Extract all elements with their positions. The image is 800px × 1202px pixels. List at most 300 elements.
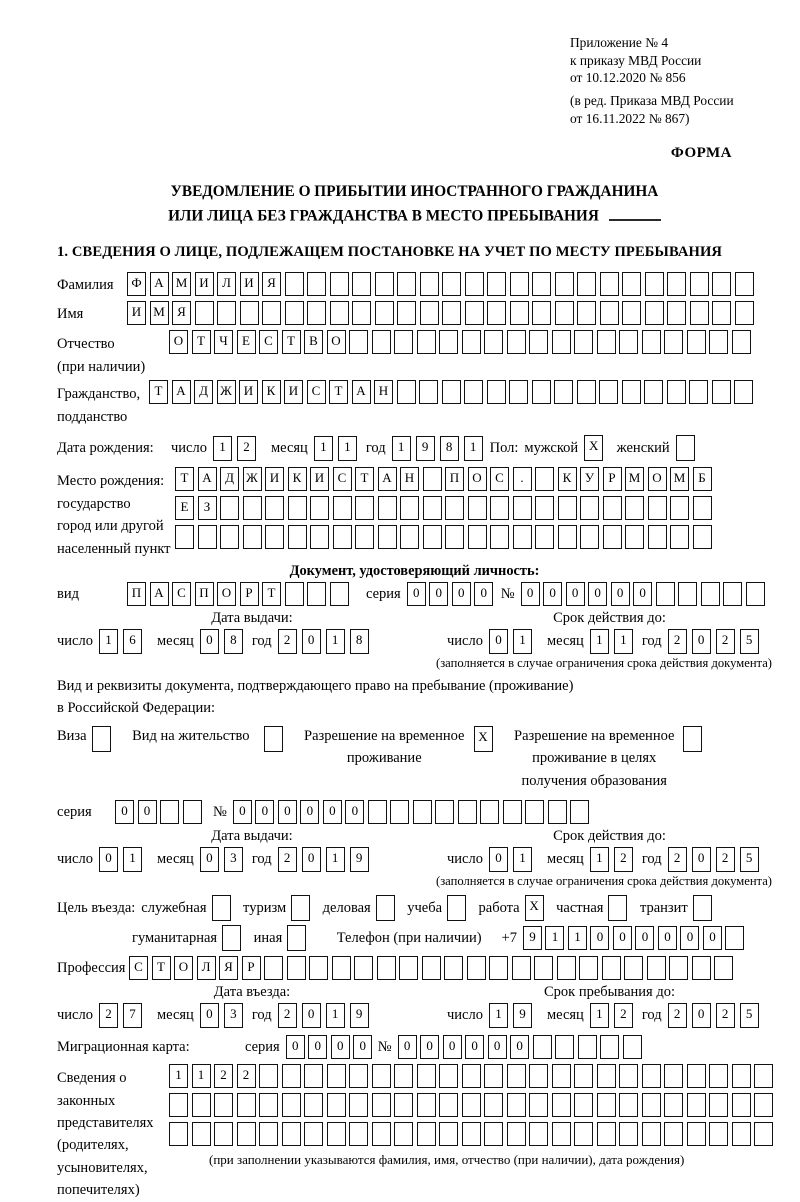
char-box[interactable]: М — [670, 467, 689, 491]
char-box[interactable] — [645, 272, 664, 296]
char-box[interactable] — [445, 496, 464, 520]
char-box[interactable]: 0 — [692, 847, 711, 872]
char-box[interactable] — [484, 1093, 503, 1117]
char-box[interactable] — [420, 272, 439, 296]
char-box[interactable] — [484, 330, 503, 354]
char-box[interactable] — [578, 1035, 597, 1059]
char-box[interactable] — [394, 1093, 413, 1117]
char-box[interactable] — [535, 525, 554, 549]
char-box[interactable] — [487, 380, 506, 404]
char-box[interactable] — [597, 1064, 616, 1088]
char-box[interactable] — [683, 726, 702, 752]
char-box[interactable] — [417, 1093, 436, 1117]
char-box[interactable]: В — [304, 330, 323, 354]
char-box[interactable] — [465, 272, 484, 296]
char-box[interactable]: 1 — [314, 436, 333, 461]
char-box[interactable] — [693, 496, 712, 520]
char-box[interactable]: Е — [175, 496, 194, 520]
char-box[interactable] — [309, 956, 328, 980]
char-box[interactable] — [507, 1122, 526, 1146]
char-box[interactable] — [464, 380, 483, 404]
char-box[interactable]: 1 — [326, 847, 345, 872]
char-box[interactable] — [287, 925, 306, 951]
char-box[interactable] — [648, 496, 667, 520]
char-box[interactable]: А — [150, 582, 169, 606]
char-box[interactable] — [220, 525, 239, 549]
char-box[interactable] — [734, 380, 753, 404]
char-box[interactable] — [372, 1122, 391, 1146]
char-box[interactable]: К — [288, 467, 307, 491]
char-box[interactable] — [529, 330, 548, 354]
char-box[interactable] — [619, 330, 638, 354]
char-box[interactable] — [619, 1064, 638, 1088]
char-box[interactable] — [602, 956, 621, 980]
char-box[interactable]: С — [490, 467, 509, 491]
char-box[interactable] — [372, 1064, 391, 1088]
char-box[interactable] — [622, 272, 641, 296]
char-box[interactable] — [642, 1064, 661, 1088]
char-box[interactable] — [487, 272, 506, 296]
char-box[interactable] — [690, 272, 709, 296]
char-box[interactable]: П — [127, 582, 146, 606]
char-box[interactable]: Н — [374, 380, 393, 404]
char-box[interactable] — [417, 330, 436, 354]
char-box[interactable]: О — [468, 467, 487, 491]
char-box[interactable] — [397, 272, 416, 296]
char-box[interactable] — [548, 800, 567, 824]
char-box[interactable] — [555, 272, 574, 296]
char-box[interactable]: И — [127, 301, 146, 325]
char-box[interactable]: П — [445, 467, 464, 491]
char-box[interactable] — [195, 301, 214, 325]
char-box[interactable] — [413, 800, 432, 824]
char-box[interactable]: 2 — [668, 847, 687, 872]
char-box[interactable] — [352, 272, 371, 296]
char-box[interactable]: 8 — [350, 629, 369, 654]
char-box[interactable]: 1 — [338, 436, 357, 461]
char-box[interactable]: 0 — [692, 1003, 711, 1028]
char-box[interactable] — [574, 1064, 593, 1088]
char-box[interactable] — [642, 1122, 661, 1146]
char-box[interactable]: 0 — [474, 582, 493, 606]
char-box[interactable]: 9 — [513, 1003, 532, 1028]
char-box[interactable] — [307, 582, 326, 606]
char-box[interactable]: И — [265, 467, 284, 491]
char-box[interactable] — [667, 301, 686, 325]
char-box[interactable] — [214, 1093, 233, 1117]
char-box[interactable] — [603, 525, 622, 549]
char-box[interactable] — [732, 1064, 751, 1088]
char-box[interactable] — [217, 301, 236, 325]
char-box[interactable] — [265, 496, 284, 520]
char-box[interactable] — [307, 301, 326, 325]
char-box[interactable] — [667, 380, 686, 404]
char-box[interactable]: 0 — [658, 926, 677, 950]
char-box[interactable] — [577, 301, 596, 325]
char-box[interactable]: 1 — [590, 1003, 609, 1028]
char-box[interactable]: 1 — [464, 436, 483, 461]
char-box[interactable]: У — [580, 467, 599, 491]
char-box[interactable]: 0 — [429, 582, 448, 606]
char-box[interactable]: 8 — [440, 436, 459, 461]
char-box[interactable] — [282, 1093, 301, 1117]
char-box[interactable] — [580, 496, 599, 520]
char-box[interactable] — [554, 380, 573, 404]
char-box[interactable]: . — [513, 467, 532, 491]
char-box[interactable] — [532, 380, 551, 404]
char-box[interactable]: И — [310, 467, 329, 491]
char-box[interactable]: 2 — [716, 847, 735, 872]
char-box[interactable]: Б — [693, 467, 712, 491]
char-box[interactable] — [462, 330, 481, 354]
char-box[interactable]: 0 — [308, 1035, 327, 1059]
char-box[interactable] — [368, 800, 387, 824]
char-box[interactable] — [198, 525, 217, 549]
char-box[interactable] — [330, 272, 349, 296]
char-box[interactable]: Т — [282, 330, 301, 354]
char-box[interactable] — [642, 1093, 661, 1117]
char-box[interactable] — [330, 301, 349, 325]
char-box[interactable] — [304, 1093, 323, 1117]
char-box[interactable] — [676, 435, 695, 461]
char-box[interactable]: 2 — [214, 1064, 233, 1088]
char-box[interactable] — [535, 496, 554, 520]
char-box[interactable] — [442, 301, 461, 325]
char-box[interactable] — [394, 330, 413, 354]
char-box[interactable]: 1 — [392, 436, 411, 461]
char-box[interactable] — [510, 272, 529, 296]
char-box[interactable] — [664, 330, 683, 354]
char-box[interactable]: 0 — [200, 847, 219, 872]
char-box[interactable]: Л — [197, 956, 216, 980]
char-box[interactable] — [619, 1122, 638, 1146]
char-box[interactable] — [439, 1064, 458, 1088]
char-box[interactable]: Т — [262, 582, 281, 606]
char-box[interactable] — [529, 1122, 548, 1146]
char-box[interactable]: 0 — [233, 800, 252, 824]
char-box[interactable] — [377, 956, 396, 980]
char-box[interactable] — [600, 272, 619, 296]
char-box[interactable] — [701, 582, 720, 606]
char-box[interactable]: К — [558, 467, 577, 491]
char-box[interactable]: Т — [329, 380, 348, 404]
char-box[interactable] — [600, 1035, 619, 1059]
char-box[interactable] — [532, 301, 551, 325]
char-box[interactable]: X — [525, 895, 544, 921]
char-box[interactable] — [599, 380, 618, 404]
char-box[interactable] — [458, 800, 477, 824]
char-box[interactable] — [557, 956, 576, 980]
char-box[interactable] — [484, 1122, 503, 1146]
char-box[interactable]: 0 — [635, 926, 654, 950]
char-box[interactable] — [349, 1093, 368, 1117]
char-box[interactable] — [390, 800, 409, 824]
char-box[interactable] — [355, 496, 374, 520]
char-box[interactable]: М — [150, 301, 169, 325]
char-box[interactable]: М — [172, 272, 191, 296]
char-box[interactable] — [349, 1122, 368, 1146]
char-box[interactable] — [330, 582, 349, 606]
char-box[interactable] — [574, 1122, 593, 1146]
char-box[interactable]: 8 — [224, 629, 243, 654]
char-box[interactable]: 0 — [489, 629, 508, 654]
char-box[interactable]: 1 — [192, 1064, 211, 1088]
char-box[interactable]: З — [198, 496, 217, 520]
char-box[interactable]: О — [169, 330, 188, 354]
char-box[interactable] — [642, 330, 661, 354]
char-box[interactable]: Я — [172, 301, 191, 325]
char-box[interactable] — [214, 1122, 233, 1146]
char-box[interactable] — [670, 525, 689, 549]
char-box[interactable] — [723, 582, 742, 606]
char-box[interactable]: 0 — [323, 800, 342, 824]
char-box[interactable]: 2 — [668, 629, 687, 654]
char-box[interactable]: Н — [400, 467, 419, 491]
char-box[interactable] — [754, 1064, 773, 1088]
char-box[interactable] — [513, 525, 532, 549]
char-box[interactable] — [419, 380, 438, 404]
char-box[interactable] — [422, 956, 441, 980]
char-box[interactable] — [529, 1093, 548, 1117]
char-box[interactable] — [503, 800, 522, 824]
char-box[interactable] — [509, 380, 528, 404]
char-box[interactable]: 0 — [611, 582, 630, 606]
char-box[interactable] — [264, 726, 283, 752]
char-box[interactable] — [690, 301, 709, 325]
char-box[interactable] — [285, 272, 304, 296]
char-box[interactable]: Р — [242, 956, 261, 980]
char-box[interactable] — [327, 1122, 346, 1146]
char-box[interactable]: X — [584, 435, 603, 461]
char-box[interactable] — [288, 496, 307, 520]
char-box[interactable]: 5 — [740, 1003, 759, 1028]
char-box[interactable] — [376, 895, 395, 921]
char-box[interactable] — [667, 272, 686, 296]
char-box[interactable]: О — [174, 956, 193, 980]
char-box[interactable] — [608, 895, 627, 921]
char-box[interactable] — [746, 582, 765, 606]
char-box[interactable] — [625, 496, 644, 520]
char-box[interactable] — [399, 956, 418, 980]
char-box[interactable]: 0 — [99, 847, 118, 872]
char-box[interactable] — [603, 496, 622, 520]
char-box[interactable]: Т — [175, 467, 194, 491]
char-box[interactable]: 0 — [420, 1035, 439, 1059]
char-box[interactable] — [220, 496, 239, 520]
char-box[interactable] — [487, 301, 506, 325]
char-box[interactable]: 0 — [613, 926, 632, 950]
char-box[interactable]: Д — [194, 380, 213, 404]
char-box[interactable] — [624, 956, 643, 980]
char-box[interactable] — [282, 1122, 301, 1146]
char-box[interactable] — [555, 1035, 574, 1059]
char-box[interactable]: 2 — [278, 1003, 297, 1028]
char-box[interactable]: А — [198, 467, 217, 491]
char-box[interactable] — [555, 301, 574, 325]
char-box[interactable] — [725, 926, 744, 950]
char-box[interactable] — [397, 380, 416, 404]
char-box[interactable] — [462, 1064, 481, 1088]
char-box[interactable] — [656, 582, 675, 606]
char-box[interactable] — [597, 1093, 616, 1117]
char-box[interactable] — [622, 380, 641, 404]
char-box[interactable] — [417, 1064, 436, 1088]
char-box[interactable]: А — [172, 380, 191, 404]
char-box[interactable]: Р — [240, 582, 259, 606]
char-box[interactable] — [183, 800, 202, 824]
char-box[interactable] — [333, 525, 352, 549]
char-box[interactable]: М — [625, 467, 644, 491]
char-box[interactable] — [647, 956, 666, 980]
char-box[interactable]: 9 — [523, 926, 542, 950]
char-box[interactable] — [664, 1093, 683, 1117]
char-box[interactable] — [552, 1093, 571, 1117]
char-box[interactable]: 0 — [255, 800, 274, 824]
char-box[interactable] — [310, 525, 329, 549]
char-box[interactable] — [444, 956, 463, 980]
char-box[interactable] — [490, 525, 509, 549]
char-box[interactable] — [285, 301, 304, 325]
char-box[interactable] — [619, 1093, 638, 1117]
char-box[interactable]: Ч — [214, 330, 233, 354]
char-box[interactable] — [169, 1093, 188, 1117]
char-box[interactable] — [439, 330, 458, 354]
char-box[interactable]: 7 — [123, 1003, 142, 1028]
char-box[interactable]: 1 — [590, 847, 609, 872]
char-box[interactable] — [304, 1122, 323, 1146]
char-box[interactable] — [512, 956, 531, 980]
char-box[interactable] — [525, 800, 544, 824]
char-box[interactable] — [287, 956, 306, 980]
char-box[interactable] — [709, 1093, 728, 1117]
char-box[interactable] — [709, 1122, 728, 1146]
char-box[interactable] — [291, 895, 310, 921]
char-box[interactable] — [375, 301, 394, 325]
char-box[interactable]: 0 — [302, 847, 321, 872]
char-box[interactable]: О — [327, 330, 346, 354]
char-box[interactable] — [490, 496, 509, 520]
char-box[interactable] — [400, 525, 419, 549]
char-box[interactable] — [352, 301, 371, 325]
char-box[interactable] — [423, 467, 442, 491]
char-box[interactable] — [372, 1093, 391, 1117]
char-box[interactable] — [552, 1122, 571, 1146]
char-box[interactable] — [714, 956, 733, 980]
char-box[interactable] — [240, 301, 259, 325]
char-box[interactable]: 0 — [590, 926, 609, 950]
char-box[interactable]: 1 — [545, 926, 564, 950]
char-box[interactable] — [574, 1093, 593, 1117]
char-box[interactable] — [669, 956, 688, 980]
char-box[interactable] — [420, 301, 439, 325]
char-box[interactable] — [378, 525, 397, 549]
char-box[interactable]: 1 — [489, 1003, 508, 1028]
char-box[interactable]: Ж — [217, 380, 236, 404]
char-box[interactable] — [623, 1035, 642, 1059]
char-box[interactable]: 0 — [488, 1035, 507, 1059]
char-box[interactable] — [579, 956, 598, 980]
char-box[interactable]: 0 — [302, 1003, 321, 1028]
char-box[interactable]: 9 — [416, 436, 435, 461]
char-box[interactable] — [644, 380, 663, 404]
char-box[interactable]: А — [378, 467, 397, 491]
char-box[interactable]: 0 — [286, 1035, 305, 1059]
char-box[interactable] — [265, 525, 284, 549]
char-box[interactable]: 0 — [278, 800, 297, 824]
char-box[interactable] — [645, 301, 664, 325]
char-box[interactable] — [709, 1064, 728, 1088]
char-box[interactable]: 0 — [300, 800, 319, 824]
char-box[interactable]: 5 — [740, 629, 759, 654]
char-box[interactable]: 0 — [510, 1035, 529, 1059]
char-box[interactable] — [712, 380, 731, 404]
char-box[interactable]: Ж — [243, 467, 262, 491]
char-box[interactable] — [648, 525, 667, 549]
char-box[interactable] — [465, 301, 484, 325]
char-box[interactable] — [435, 800, 454, 824]
char-box[interactable] — [378, 496, 397, 520]
char-box[interactable]: И — [239, 380, 258, 404]
char-box[interactable] — [243, 496, 262, 520]
char-box[interactable] — [355, 525, 374, 549]
char-box[interactable] — [535, 467, 554, 491]
char-box[interactable]: 1 — [326, 629, 345, 654]
char-box[interactable] — [310, 496, 329, 520]
char-box[interactable] — [169, 1122, 188, 1146]
char-box[interactable] — [687, 1122, 706, 1146]
char-box[interactable] — [687, 1064, 706, 1088]
char-box[interactable]: Т — [149, 380, 168, 404]
char-box[interactable] — [558, 525, 577, 549]
char-box[interactable]: 3 — [224, 847, 243, 872]
char-box[interactable] — [439, 1122, 458, 1146]
char-box[interactable] — [262, 301, 281, 325]
char-box[interactable]: 0 — [680, 926, 699, 950]
char-box[interactable] — [397, 301, 416, 325]
char-box[interactable] — [442, 380, 461, 404]
char-box[interactable] — [687, 1093, 706, 1117]
char-box[interactable] — [712, 272, 731, 296]
char-box[interactable]: Я — [262, 272, 281, 296]
char-box[interactable]: 0 — [543, 582, 562, 606]
char-box[interactable]: И — [284, 380, 303, 404]
char-box[interactable] — [372, 330, 391, 354]
char-box[interactable] — [282, 1064, 301, 1088]
char-box[interactable]: С — [129, 956, 148, 980]
char-box[interactable] — [732, 1093, 751, 1117]
char-box[interactable]: 1 — [513, 847, 532, 872]
char-box[interactable] — [577, 380, 596, 404]
char-box[interactable]: 0 — [200, 629, 219, 654]
char-box[interactable] — [192, 1122, 211, 1146]
char-box[interactable] — [349, 1064, 368, 1088]
char-box[interactable] — [712, 301, 731, 325]
char-box[interactable]: 1 — [568, 926, 587, 950]
char-box[interactable] — [552, 1064, 571, 1088]
char-box[interactable] — [354, 956, 373, 980]
char-box[interactable] — [507, 1093, 526, 1117]
char-box[interactable]: 1 — [326, 1003, 345, 1028]
char-box[interactable]: И — [195, 272, 214, 296]
char-box[interactable]: К — [262, 380, 281, 404]
char-box[interactable]: X — [474, 726, 493, 752]
char-box[interactable]: С — [333, 467, 352, 491]
char-box[interactable] — [664, 1122, 683, 1146]
char-box[interactable] — [462, 1093, 481, 1117]
char-box[interactable]: 0 — [703, 926, 722, 950]
char-box[interactable]: 0 — [465, 1035, 484, 1059]
char-box[interactable]: Ф — [127, 272, 146, 296]
